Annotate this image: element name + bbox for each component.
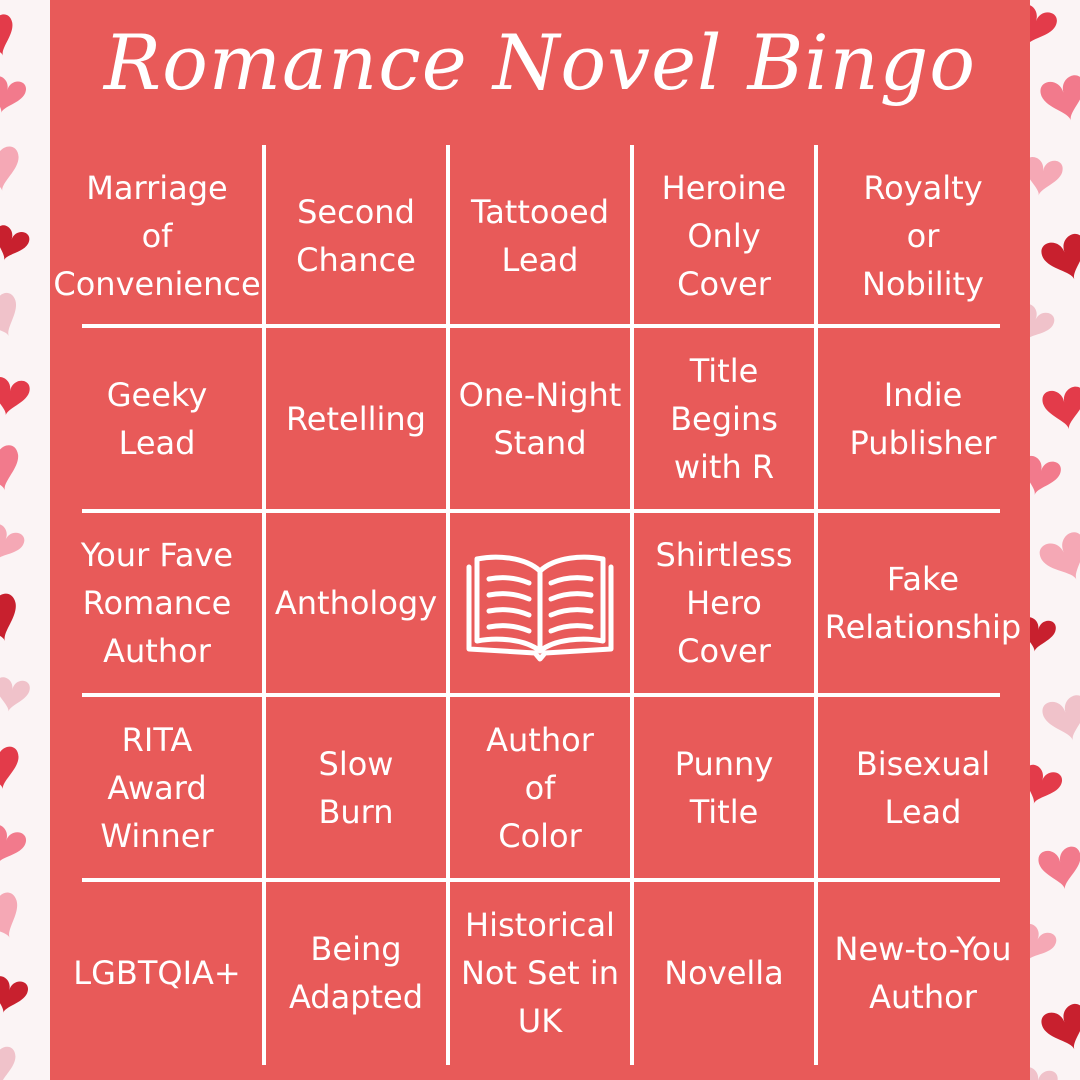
- heart-shape: [0, 974, 30, 1017]
- bingo-square: [452, 884, 628, 1061]
- free-space-cell: [452, 515, 628, 691]
- square-label: Geeky Lead: [106, 375, 208, 462]
- bingo-square: [452, 699, 628, 876]
- square-label: LGBTQIA+: [73, 953, 241, 992]
- bingo-square: [268, 330, 444, 507]
- bingo-square: [452, 330, 628, 507]
- square-label: Fake Relationship: [824, 560, 1022, 646]
- bingo-grid: [50, 0, 1030, 1080]
- square-label: Bisexual Lead: [855, 744, 991, 831]
- bingo-square: [54, 515, 260, 691]
- square-label: RITA Award Winner: [100, 720, 214, 855]
- heart-shape: [1038, 73, 1080, 126]
- heart-shape: [0, 223, 31, 266]
- bingo-square: [820, 884, 1026, 1061]
- bingo-square: [820, 330, 1026, 507]
- heart-shape: [0, 521, 27, 568]
- bingo-card: [50, 0, 1030, 1080]
- heart-shape: [0, 145, 24, 195]
- square-label: Shirtless Hero Cover: [655, 536, 793, 670]
- open-book-icon: [465, 543, 615, 663]
- square-label: Tattooed Lead: [470, 192, 610, 279]
- bingo-square: [820, 699, 1026, 876]
- grid-line: [82, 509, 1000, 513]
- square-label: Title Begins with R: [670, 351, 778, 486]
- square-label: Indie Publisher: [849, 375, 997, 462]
- grid-line: [814, 145, 818, 1065]
- square-label: Marriage of Convenience: [53, 168, 261, 303]
- square-label: Heroine Only Cover: [661, 168, 787, 303]
- heart-shape: [1041, 385, 1080, 433]
- heart-shape: [0, 290, 28, 345]
- bingo-square: [268, 515, 444, 691]
- page-title: Romance Novel Bingo: [103, 18, 977, 107]
- heart-shape: [0, 376, 31, 419]
- square-label: Author of Color: [486, 720, 594, 855]
- square-label: Second Chance: [296, 192, 416, 279]
- heart-shape: [1039, 231, 1080, 287]
- heart-shape: [0, 74, 28, 117]
- grid-line: [262, 145, 266, 1065]
- heart-shape: [0, 1045, 20, 1080]
- square-label: Historical Not Set in UK: [460, 905, 620, 1040]
- square-label: Your Fave Romance Author: [80, 536, 234, 670]
- square-label: Retelling: [286, 399, 426, 438]
- heart-shape: [1037, 845, 1080, 893]
- square-label: Royalty or Nobility: [862, 168, 984, 303]
- bingo-square: [636, 330, 812, 507]
- square-label: Being Adapted: [288, 929, 424, 1016]
- bingo-square: [636, 515, 812, 691]
- square-label: Novella: [664, 953, 784, 992]
- bingo-square: [268, 884, 444, 1061]
- bingo-square: [636, 149, 812, 322]
- bingo-square: [636, 699, 812, 876]
- bingo-square: [54, 330, 260, 507]
- heart-shape: [0, 823, 28, 871]
- heart-shape: [0, 745, 24, 793]
- heart-shape: [1039, 1001, 1080, 1057]
- heart-shape: [0, 443, 26, 496]
- heart-shape: [1040, 693, 1080, 746]
- grid-line: [82, 693, 1000, 697]
- heart-shape: [1037, 529, 1080, 589]
- bingo-square: [268, 149, 444, 322]
- grid-line: [630, 145, 634, 1065]
- bingo-square: [636, 884, 812, 1061]
- square-label: Slow Burn: [318, 744, 394, 831]
- square-label: Anthology: [274, 584, 438, 622]
- bingo-square: [820, 149, 1026, 322]
- heart-shape: [0, 676, 31, 715]
- bingo-square: [820, 515, 1026, 691]
- square-label: New-to-You Author: [834, 929, 1012, 1016]
- bingo-square: [452, 149, 628, 322]
- heart-shape: [0, 890, 30, 948]
- square-label: One-Night Stand: [458, 375, 622, 462]
- bingo-square: [54, 149, 260, 322]
- bingo-square: [268, 699, 444, 876]
- bingo-square: [54, 884, 260, 1061]
- grid-line: [446, 145, 450, 1065]
- heart-shape: [0, 591, 27, 649]
- heart-shape: [0, 12, 22, 62]
- grid-line: [82, 324, 1000, 328]
- square-label: Punny Title: [674, 744, 774, 831]
- grid-line: [82, 878, 1000, 882]
- bingo-square: [54, 699, 260, 876]
